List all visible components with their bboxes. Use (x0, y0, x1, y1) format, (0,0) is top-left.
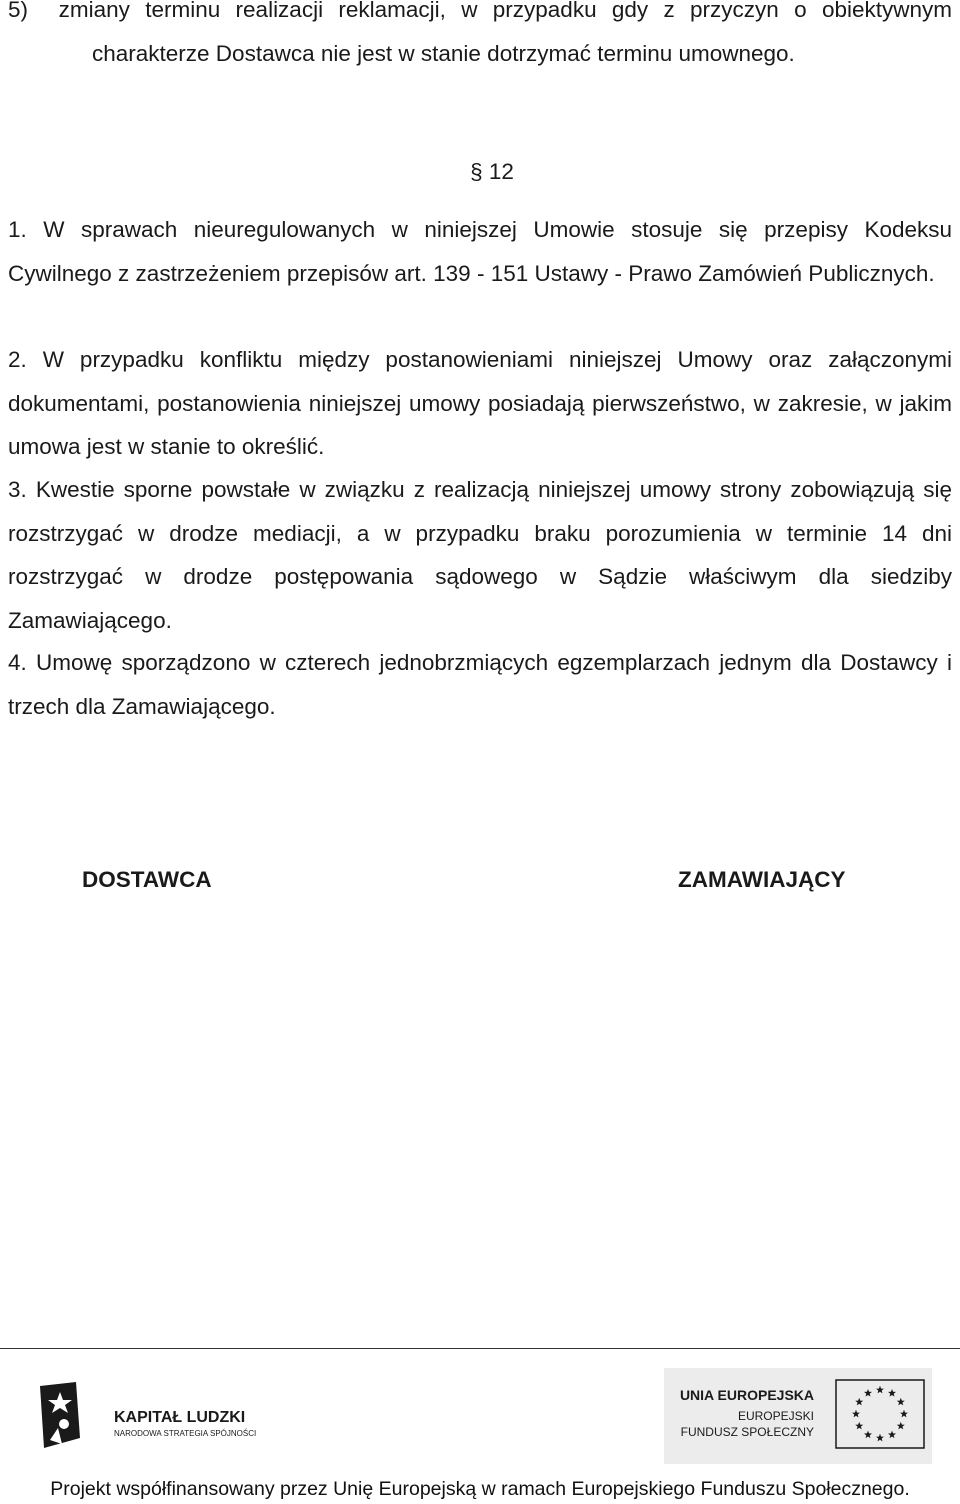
signature-supplier-label: DOSTAWCA (82, 867, 212, 892)
logo-left-subtitle: NARODOWA STRATEGIA SPÓJNOŚCI (114, 1429, 257, 1438)
kapital-ludzki-logo (36, 1378, 276, 1454)
signature-buyer-label: ZAMAWIAJĄCY (678, 867, 846, 892)
footer-note: Projekt współfinansowany przez Unię Europejską w ramach Europejskiego Funduszu Społecznego. (50, 1478, 910, 1500)
kapital-ludzki-star-logo-icon (40, 1382, 80, 1448)
logo-left-title: KAPITAŁ LUDZKI (114, 1409, 246, 1426)
paragraph-4: 4. Umowę sporządzono w czterech jednobrzmiących egzemplarzach jednym dla Dostawcy i trzech dla Zamawiającego. (8, 650, 952, 719)
paragraph-3: 3. Kwestie sporne powstałe w związku z realizacją niniejszej umowy strony zobowiązują się rozstrzygać w drodze mediacji, a w przypadku braku porozumienia w terminie 14 dni rozstrzygać w drodze postępowania sądowego w Sądzie właściwym dla siedziby Zamawiającego. (8, 477, 952, 633)
section-heading: § 12 (470, 159, 514, 184)
logo-right-line2: EUROPEJSKI (737, 1409, 814, 1423)
logo-right-title: UNIA EUROPEJSKA (679, 1387, 814, 1403)
list-item-5: 5) zmiany terminu realizacji reklamacji, w przypadku gdy z przyczyn o obiektywnym charakterze Dostawca nie jest w stanie dotrzymać terminu umownego. (8, 0, 952, 66)
paragraph-2: 2. W przypadku konfliktu między postanowieniami niniejszej Umowy oraz załączonymi dokumentami, postanowienia niniejszej umowy posiadają pierwszeństwo, w zakresie, w jakim umowa jest w stanie to określić. (8, 347, 952, 459)
paragraph-1: 1. W sprawach nieuregulowanych w niniejszej Umowie stosuje się przepisy Kodeksu Cywilnego z zastrzeżeniem przepisów art. 139 - 151 Ustawy - Prawo Zamówień Publicznych. (8, 217, 952, 286)
footer-divider (0, 1348, 960, 1349)
logo-right-line3: FUNDUSZ SPOŁECZNY (680, 1425, 814, 1439)
eu-efs-logo (664, 1368, 932, 1464)
